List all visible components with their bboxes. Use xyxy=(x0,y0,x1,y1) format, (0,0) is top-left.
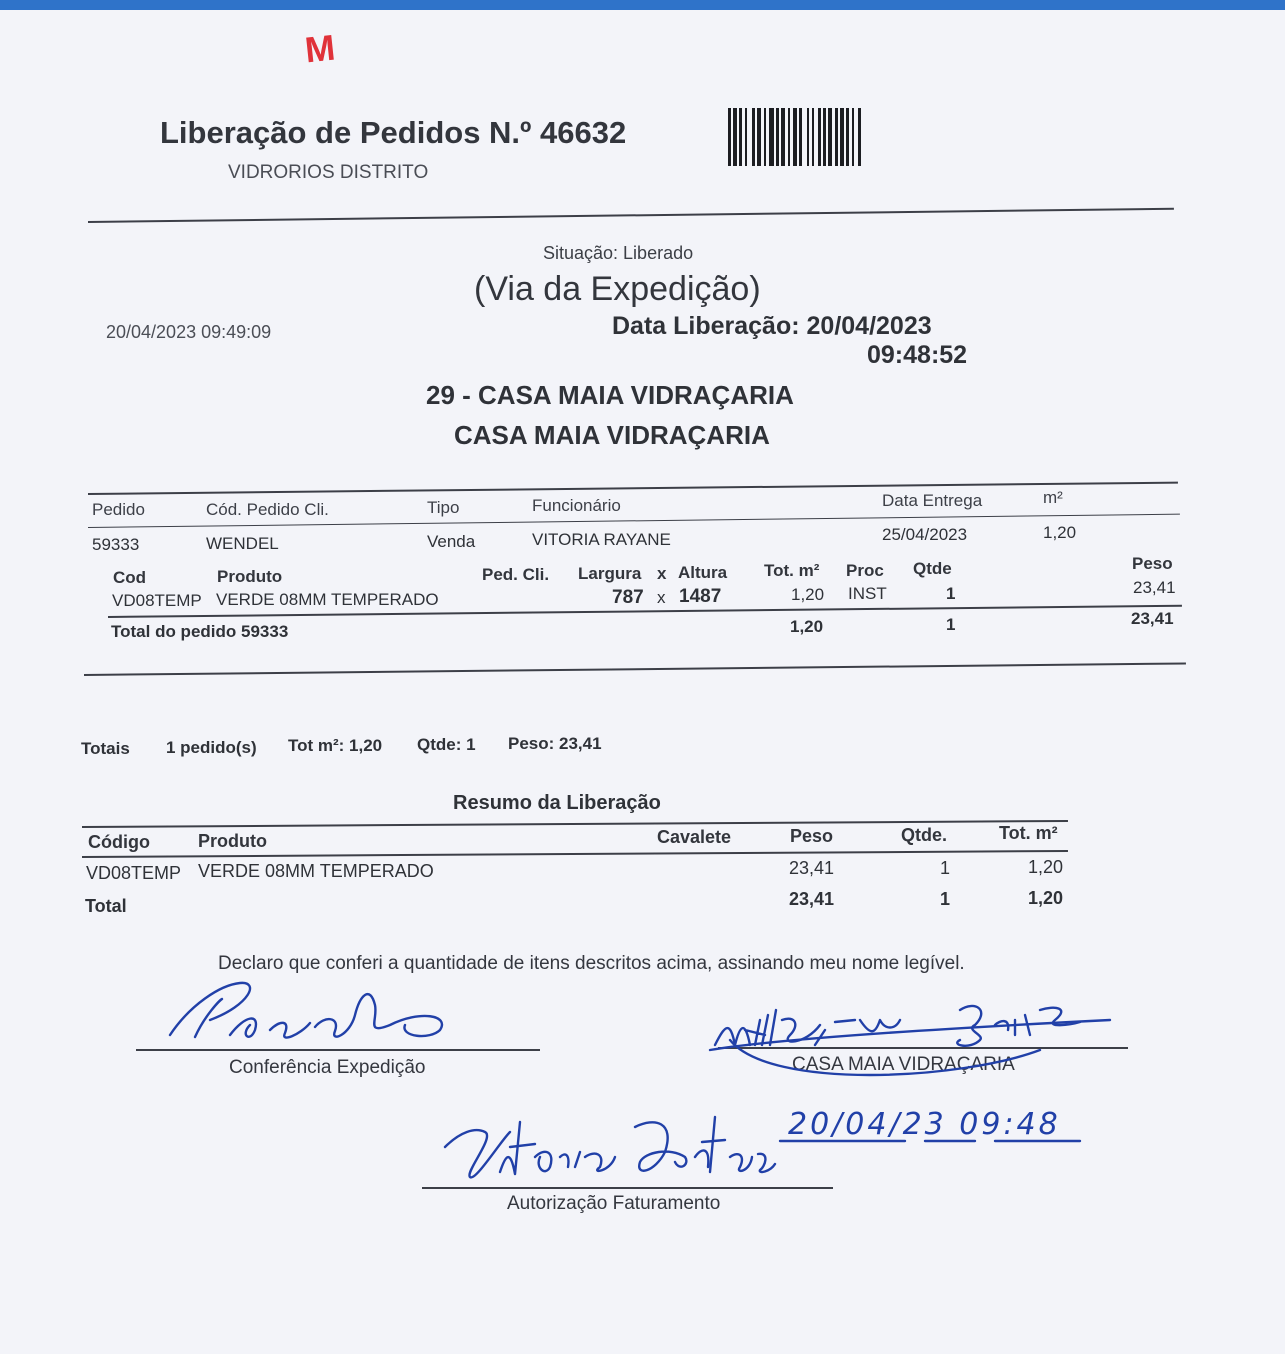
handwritten-datetime: 20/04/23 09:48 xyxy=(788,1107,1061,1142)
copy-type: (Via da Expedição) xyxy=(474,270,761,308)
order-tipo: Venda xyxy=(427,532,476,551)
barcode-bar xyxy=(793,108,797,166)
barcode-bar xyxy=(757,108,761,166)
totals-peso: Peso: 23,41 xyxy=(508,734,602,753)
barcode-bar xyxy=(781,108,785,166)
autorizacao-label: Autorização Faturamento xyxy=(507,1193,721,1214)
summary-col-produto: Produto xyxy=(198,831,267,851)
document-title: Liberação de Pedidos N.º 46632 xyxy=(160,115,627,150)
order-pedido: 59333 xyxy=(92,535,140,554)
signature-vitoria-dantas xyxy=(440,1112,780,1202)
signature-william-brito xyxy=(710,990,1110,1080)
col-data-entrega: Data Entrega xyxy=(882,491,983,510)
order-data-entrega: 25/04/2023 xyxy=(882,525,968,544)
barcode-bar xyxy=(840,108,844,166)
printed-datetime: 20/04/2023 09:49:09 xyxy=(106,322,272,342)
red-stamp-mark: M xyxy=(302,26,338,71)
barcode-bar xyxy=(835,108,838,166)
summary-col-codigo: Código xyxy=(88,832,150,852)
signature-paulo xyxy=(150,975,470,1065)
barcode-bar xyxy=(823,108,826,166)
item-col-tot-m2: Tot. m² xyxy=(764,561,820,580)
liberacao-date: Data Liberação: 20/04/2023 xyxy=(612,312,932,340)
totals-qtde: Qtde: 1 xyxy=(417,735,476,754)
summary-produto: VERDE 08MM TEMPERADO xyxy=(198,861,434,881)
summary-title: Resumo da Liberação xyxy=(453,792,661,814)
item-proc: INST xyxy=(848,584,887,603)
item-col-largura: Largura xyxy=(578,564,642,583)
order-m2: 1,20 xyxy=(1043,523,1077,542)
order-total-label: Total do pedido 59333 xyxy=(111,622,289,641)
item-col-peso: Peso xyxy=(1132,554,1173,573)
summary-total-tot-m2: 1,20 xyxy=(1028,888,1064,908)
totals-m2: Tot m²: 1,20 xyxy=(288,736,383,755)
item-col-cod: Cod xyxy=(113,568,147,587)
item-col-proc: Proc xyxy=(846,561,884,580)
order-total-qtde: 1 xyxy=(946,615,956,634)
item-col-x: x xyxy=(657,564,667,583)
item-peso: 23,41 xyxy=(1133,578,1176,597)
barcode-bar xyxy=(828,108,832,166)
summary-col-peso: Peso xyxy=(790,826,834,846)
item-x: x xyxy=(657,588,666,607)
barcode-bar xyxy=(812,108,814,166)
conferencia-label: Conferência Expedição xyxy=(229,1057,426,1078)
col-pedido: Pedido xyxy=(92,500,145,519)
summary-col-cavalete: Cavalete xyxy=(657,827,732,847)
barcode-bar xyxy=(799,108,802,166)
order-funcionario: VITORIA RAYANE xyxy=(532,530,671,549)
barcode-bar xyxy=(846,108,849,166)
barcode-bar xyxy=(852,108,854,166)
summary-col-tot-m2: Tot. m² xyxy=(999,823,1058,843)
summary-total-peso: 23,41 xyxy=(789,889,835,909)
status-situacao: Situação: Liberado xyxy=(543,243,694,263)
client-code-name: 29 - CASA MAIA VIDRAÇARIA xyxy=(426,380,794,410)
issuer-company: VIDRORIOS DISTRITO xyxy=(228,162,429,183)
summary-col-qtde: Qtde. xyxy=(901,825,948,845)
barcode-bar xyxy=(788,108,790,166)
barcode-bar xyxy=(745,108,747,166)
barcode-bar xyxy=(807,108,809,166)
barcode-bar xyxy=(818,108,821,166)
item-col-ped-cli: Ped. Cli. xyxy=(482,565,550,584)
barcode-bar xyxy=(739,108,742,166)
summary-tot-m2: 1,20 xyxy=(1028,857,1064,877)
barcode-bar xyxy=(752,108,755,166)
declaration-text: Declaro que conferi a quantidade de itens descritos acima, assinando meu nome legível. xyxy=(218,953,965,974)
summary-qtde: 1 xyxy=(940,858,951,878)
barcode-bar xyxy=(764,108,766,166)
barcode-bar xyxy=(776,108,779,166)
cliente-label: CASA MAIA VIDRAÇARIA xyxy=(792,1054,1015,1075)
summary-total-label: Total xyxy=(85,896,127,916)
order-total-m2: 1,20 xyxy=(790,617,824,636)
item-col-produto: Produto xyxy=(217,567,283,586)
item-cod: VD08TEMP xyxy=(112,591,202,610)
order-total-peso: 23,41 xyxy=(1131,609,1174,628)
barcode xyxy=(728,108,918,166)
item-produto: VERDE 08MM TEMPERADO xyxy=(216,590,439,609)
col-tipo: Tipo xyxy=(427,498,460,517)
col-m2: m² xyxy=(1043,488,1063,507)
totals-label: Totais xyxy=(81,739,130,758)
liberacao-time: 09:48:52 xyxy=(867,341,968,369)
item-col-altura: Altura xyxy=(678,563,728,582)
barcode-bar xyxy=(769,108,774,166)
item-largura: 787 xyxy=(612,587,644,608)
item-tot-m2: 1,20 xyxy=(791,585,825,604)
col-cod-pedido-cli: Cód. Pedido Cli. xyxy=(206,500,329,519)
barcode-bar xyxy=(858,108,861,166)
item-altura: 1487 xyxy=(679,586,722,607)
summary-total-qtde: 1 xyxy=(940,889,951,909)
item-qtde: 1 xyxy=(946,584,956,603)
col-funcionario: Funcionário xyxy=(532,496,621,515)
summary-codigo: VD08TEMP xyxy=(86,863,182,883)
barcode-bar xyxy=(733,108,737,166)
barcode-bar xyxy=(728,108,731,166)
order-cod-pedido-cli: WENDEL xyxy=(206,534,279,553)
totals-pedidos: 1 pedido(s) xyxy=(166,738,257,757)
client-name: CASA MAIA VIDRAÇARIA xyxy=(454,420,770,450)
summary-peso: 23,41 xyxy=(789,858,835,878)
item-col-qtde: Qtde xyxy=(913,559,952,578)
